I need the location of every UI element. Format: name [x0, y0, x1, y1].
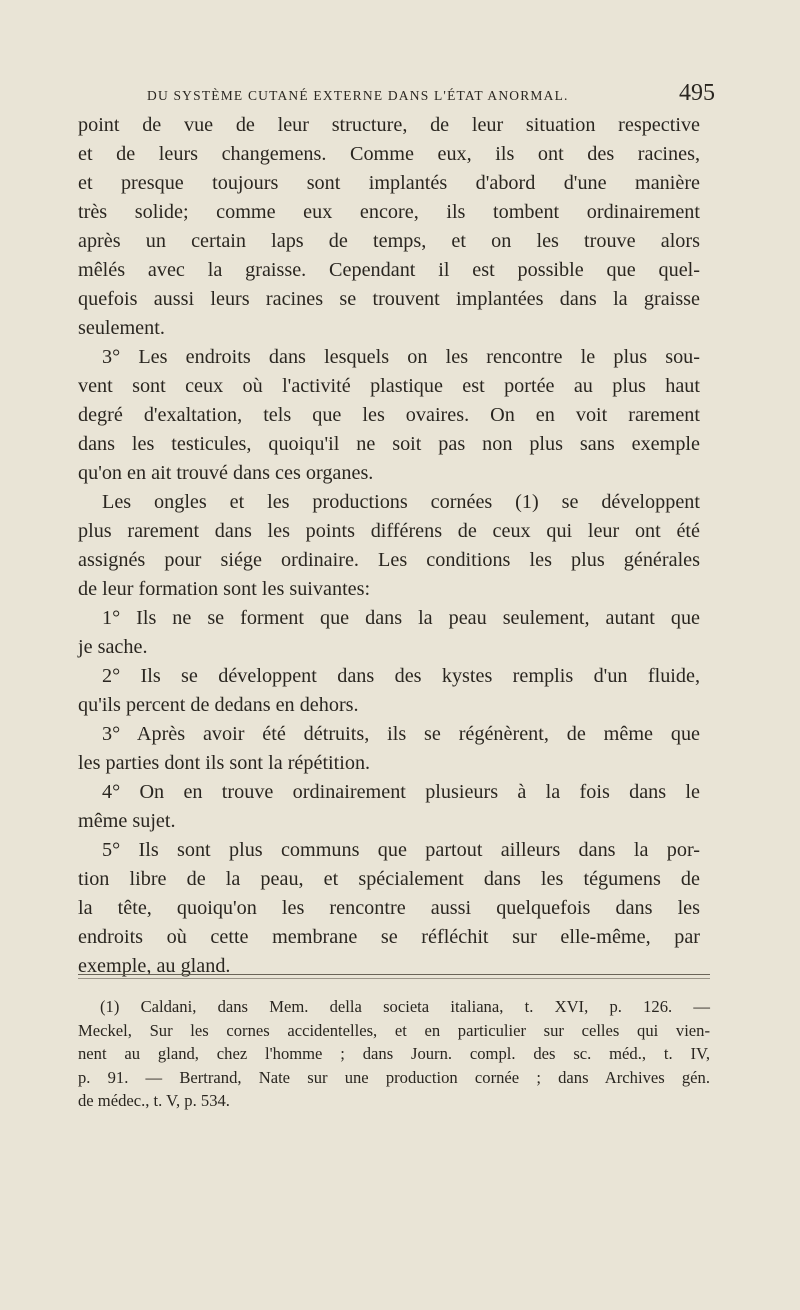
body-line: les parties dont ils sont la répétition.: [78, 752, 371, 774]
footnote-line: (1) Caldani, dans Mem. della societa italiana, t. XVI, p. 126. —: [100, 997, 710, 1016]
body-line: Les ongles et les productions cornées (1) se développent: [102, 491, 700, 513]
footnote-line: Meckel, Sur les cornes accidentelles, et en particulier sur celles qui vien-: [78, 1020, 710, 1040]
body-line: 3° Les endroits dans lesquels on les rencontre le plus sou-: [102, 346, 700, 368]
body-line: 2° Ils se développent dans des kystes remplis d'un fluide,: [102, 665, 700, 687]
body-line: dans les testicules, quoiqu'il ne soit pas non plus sans exemple: [78, 433, 700, 455]
body-line: seulement.: [78, 317, 165, 339]
running-title: DU SYSTÈME CUTANÉ EXTERNE DANS L'ÉTAT ANORMAL.: [147, 88, 569, 103]
footnote-divider: [78, 974, 710, 975]
body-line: point de vue de leur structure, de leur situation respective: [78, 114, 700, 136]
body-line: la tête, quoiqu'on les rencontre aussi quelquefois dans les: [78, 897, 700, 919]
body-line: qu'ils percent de dedans en dehors.: [78, 694, 359, 716]
body-line: très solide; comme eux encore, ils tombent ordinairement: [78, 201, 700, 223]
body-line: après un certain laps de temps, et on les trouve alors: [78, 230, 700, 252]
footnote-line: p. 91. — Bertrand, Nate sur une production cornée ; dans Archives gén.: [78, 1067, 710, 1087]
body-line: quefois aussi leurs racines se trouvent implantées dans la graisse: [78, 288, 700, 310]
footnote: [78, 995, 710, 1113]
body-line: 5° Ils sont plus communs que partout ailleurs dans la por-: [102, 839, 700, 861]
body-line: plus rarement dans les points différens de ceux qui leur ont été: [78, 520, 700, 542]
body-line: et de leurs changemens. Comme eux, ils ont des racines,: [78, 143, 700, 165]
body-line: vent sont ceux où l'activité plastique est portée au plus haut: [78, 375, 700, 397]
page-number: 495: [679, 80, 715, 106]
body-text: [78, 111, 700, 981]
body-line: de leur formation sont les suivantes:: [78, 578, 371, 600]
body-line: assignés pour siége ordinaire. Les conditions les plus générales: [78, 549, 700, 571]
body-line: qu'on en ait trouvé dans ces organes.: [78, 462, 374, 484]
footnote-divider-secondary: [78, 978, 710, 979]
body-line: 3° Après avoir été détruits, ils se régénèrent, de même que: [102, 723, 700, 745]
footnote-line: de médec., t. V, p. 534.: [78, 1091, 230, 1110]
body-line: degré d'exaltation, tels que les ovaires. On en voit rarement: [78, 404, 700, 426]
body-line: endroits où cette membrane se réfléchit sur elle-même, par: [78, 926, 700, 948]
body-line: et presque toujours sont implantés d'abord d'une manière: [78, 172, 700, 194]
footnote-line: nent au gland, chez l'homme ; dans Journ. compl. des sc. méd., t. IV,: [78, 1044, 710, 1063]
body-line: 1° Ils ne se forment que dans la peau seulement, autant que: [102, 607, 700, 629]
body-line: 4° On en trouve ordinairement plusieurs à la fois dans le: [102, 781, 700, 803]
page-header: [147, 78, 717, 114]
body-line: je sache.: [78, 636, 148, 658]
body-line: mêlés avec la graisse. Cependant il est possible que quel-: [78, 259, 700, 281]
body-line: même sujet.: [78, 810, 176, 832]
body-line: tion libre de la peau, et spécialement dans les tégumens de: [78, 868, 700, 890]
body-line: exemple, au gland.: [78, 955, 231, 977]
